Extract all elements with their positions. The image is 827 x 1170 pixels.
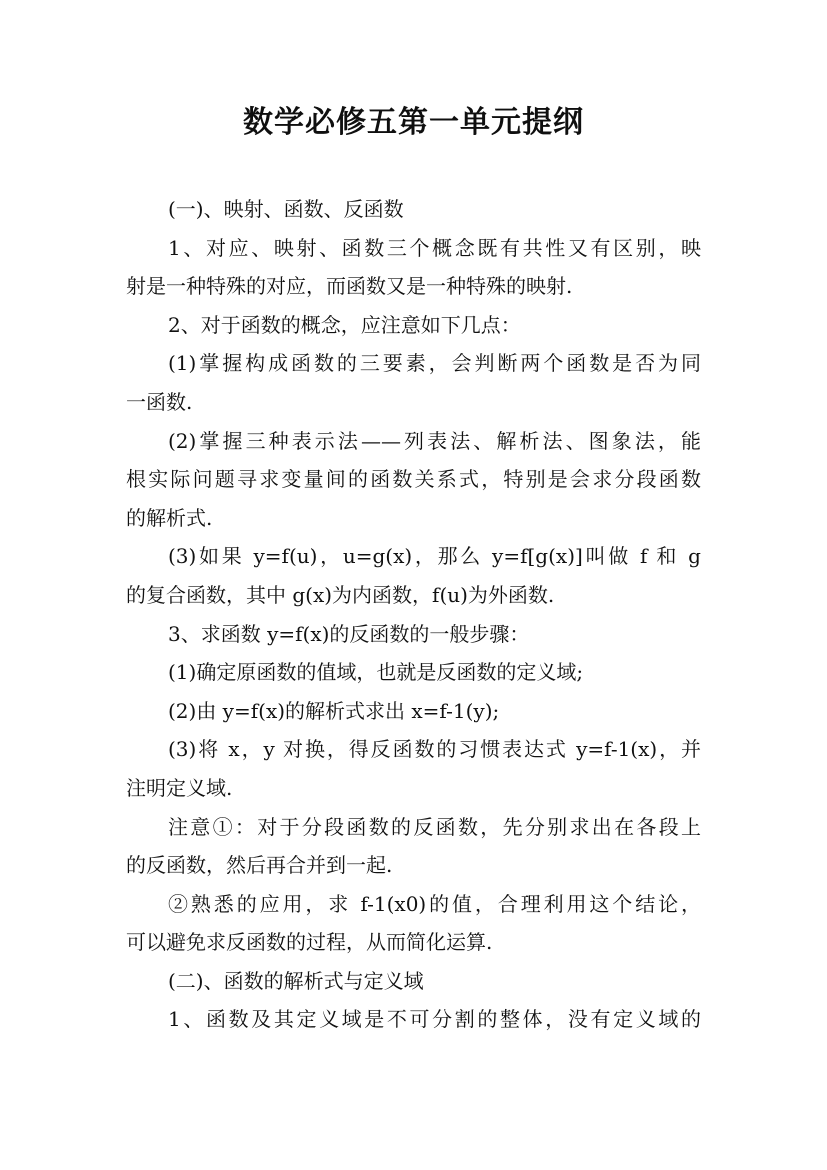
text-line: 一函数. [126,389,193,414]
text-line: (3)将 x，y 对换，得反函数的习惯表达式 y=f-1(x)，并 [168,737,701,762]
text-line: 3、求函数 y=f(x)的反函数的一般步骤： [168,621,530,646]
text-line: (1)确定原函数的值域，也就是反函数的定义域; [168,660,584,685]
text-line: 2、对于函数的概念，应注意如下几点： [168,312,521,337]
text-line: 的复合函数，其中 g(x)为内函数，f(u)为外函数. [126,582,555,607]
text-line: (2)由 y=f(x)的解析式求出 x=f-1(y); [168,698,500,723]
text-line: (1)掌握构成函数的三要素，会判断两个函数是否为同 [168,351,701,376]
section-heading: (一)、映射、函数、反函数 [168,197,404,221]
document-body [126,190,701,1039]
text-line: ②熟悉的应用，求 f-1(x0)的值，合理利用这个结论， [168,891,701,916]
text-line: 射是一种特殊的对应，而函数又是一种特殊的映射. [126,274,573,299]
text-line: 注明定义域. [126,775,233,800]
text-line: 的反函数，然后再合并到一起. [126,853,393,878]
text-line: 注意①：对于分段函数的反函数，先分别求出在各段上 [168,814,701,839]
text-line: 1、对应、映射、函数三个概念既有共性又有区别，映 [168,235,701,260]
document-title: 数学必修五第一单元提纲 [243,105,584,140]
section-heading: (二)、函数的解析式与定义域 [168,968,424,993]
text-line: 根实际问题寻求变量间的函数关系式，特别是会求分段函数 [126,467,701,492]
text-line: (2)掌握三种表示法——列表法、解析法、图象法，能 [168,428,701,453]
text-line: (3)如果 y=f(u)，u=g(x)，那么 y=f[g(x)]叫做 f 和 g [168,544,701,569]
text-line: 的解析式. [126,505,213,530]
text-line: 1、函数及其定义域是不可分割的整体，没有定义域的 [168,1007,701,1032]
text-line: 可以避免求反函数的过程，从而简化运算. [126,930,493,955]
